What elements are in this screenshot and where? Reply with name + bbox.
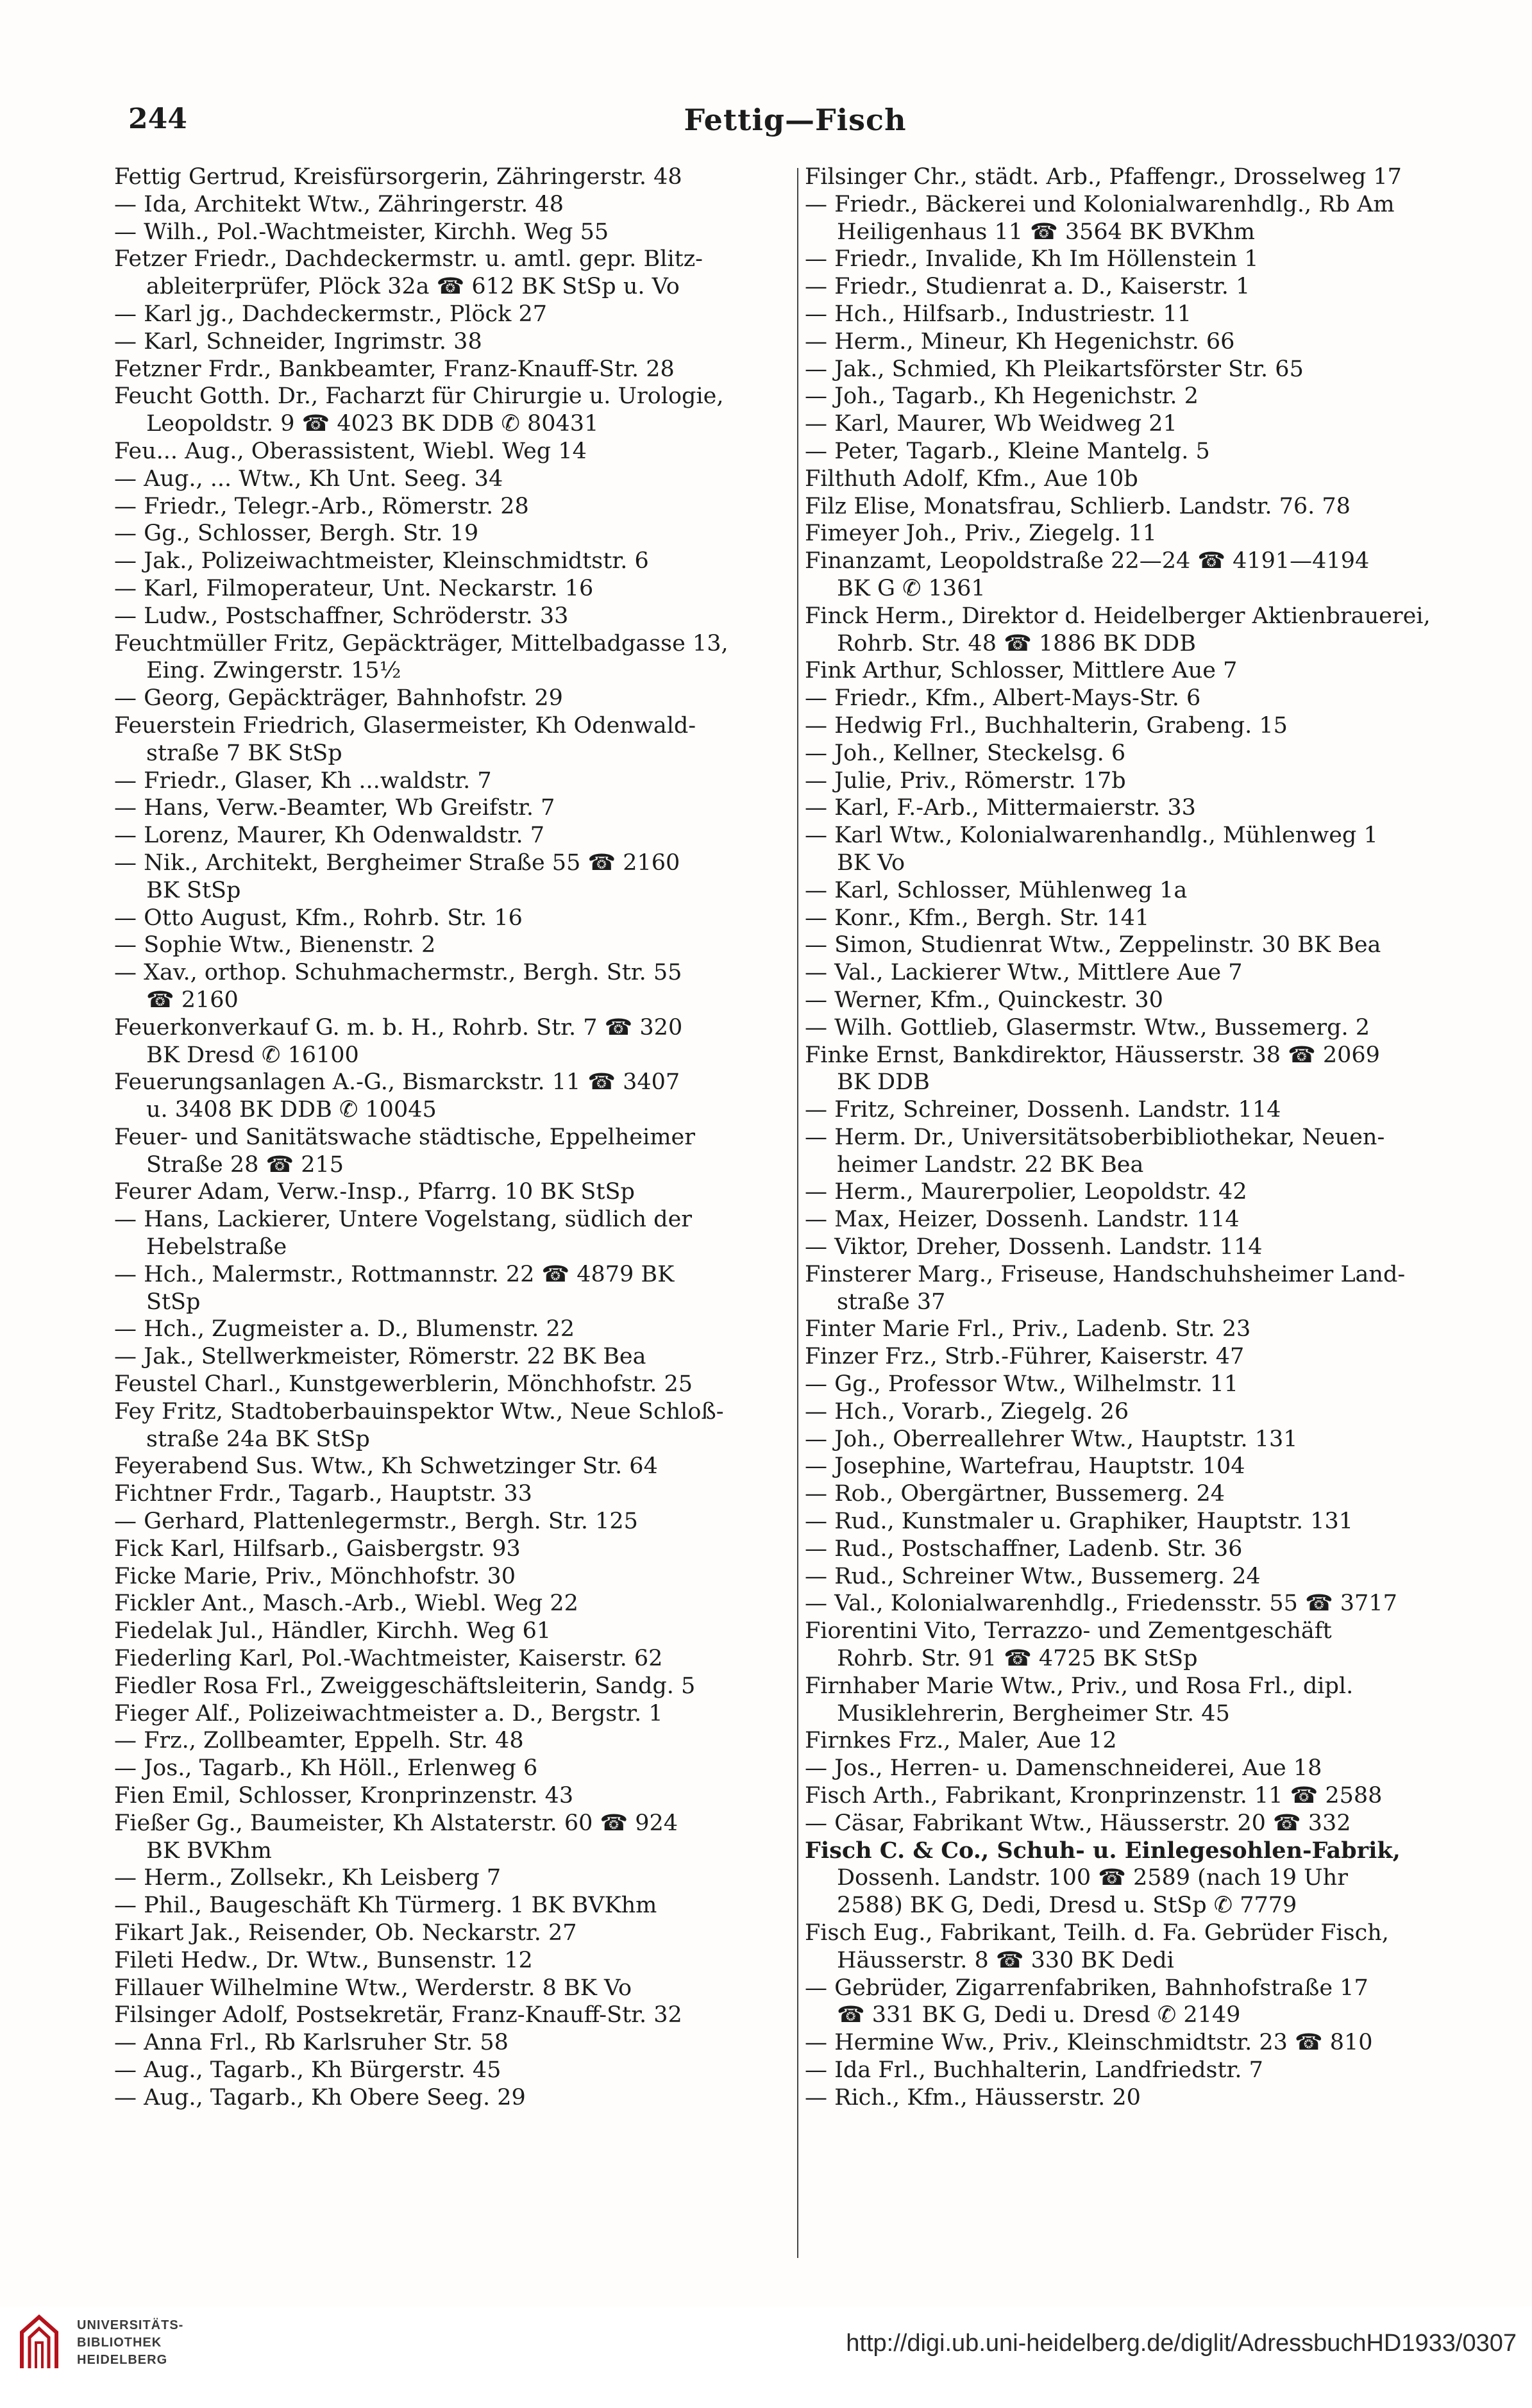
directory-entry: — Ida, Architekt Wtw., Zähringerstr. 48 bbox=[114, 191, 564, 217]
directory-entry: 2588) BK G, Dedi, Dresd u. StSp ✆ 7779 bbox=[837, 1893, 1297, 1919]
directory-entry: Feuchtmüller Fritz, Gepäckträger, Mittelbadgasse 13, bbox=[114, 630, 728, 656]
directory-entry: Fien Emil, Schlosser, Kronprinzenstr. 43 bbox=[114, 1783, 574, 1809]
directory-entry: — Karl, Maurer, Wb Weidweg 21 bbox=[805, 411, 1177, 437]
directory-entry: Firnkes Frz., Maler, Aue 12 bbox=[805, 1728, 1117, 1754]
footer bbox=[0, 2307, 1532, 2408]
directory-entry: — Hans, Lackierer, Untere Vogelstang, südlich der bbox=[114, 1207, 693, 1233]
directory-entry: Fisch C. & Co., Schuh- u. Einlegesohlen-Fabrik, bbox=[805, 1837, 1401, 1864]
column-divider bbox=[797, 168, 798, 2258]
directory-entry: Feuerkonverkauf G. m. b. H., Rohrb. Str. 7 ☎ 320 bbox=[114, 1014, 683, 1041]
directory-entry: — Jos., Herren- u. Damenschneiderei, Aue 18 bbox=[805, 1755, 1322, 1782]
directory-entry: Feurer Adam, Verw.-Insp., Pfarrg. 10 BK StSp bbox=[114, 1179, 635, 1205]
directory-entry: ☎ 2160 bbox=[146, 987, 239, 1013]
directory-entry: — Jak., Schmied, Kh Pleikartsförster Str. 65 bbox=[805, 356, 1304, 382]
directory-entry: — Wilh. Gottlieb, Glasermstr. Wtw., Bussemerg. 2 bbox=[805, 1014, 1370, 1041]
directory-entry: — Aug., Tagarb., Kh Obere Seeg. 29 bbox=[114, 2084, 526, 2111]
directory-entry: Heiligenhaus 11 ☎ 3564 BK BVKhm bbox=[837, 219, 1255, 245]
directory-entry: Häusserstr. 8 ☎ 330 BK Dedi bbox=[837, 1947, 1174, 1973]
directory-entry: — Georg, Gepäckträger, Bahnhofstr. 29 bbox=[114, 685, 563, 712]
directory-entry: Fileti Hedw., Dr. Wtw., Bunsenstr. 12 bbox=[114, 1947, 533, 1973]
directory-entry: Feu... Aug., Oberassistent, Wiebl. Weg 14 bbox=[114, 438, 587, 464]
directory-entry: — Hermine Ww., Priv., Kleinschmidtstr. 23 ☎ 810 bbox=[805, 2030, 1373, 2056]
left-column bbox=[114, 163, 762, 2112]
directory-entry: — Wilh., Pol.-Wachtmeister, Kirchh. Weg 55 bbox=[114, 219, 609, 245]
directory-entry: — Rud., Postschaffner, Ladenb. Str. 36 bbox=[805, 1535, 1243, 1562]
directory-entry: — Hedwig Frl., Buchhalterin, Grabeng. 15 bbox=[805, 712, 1288, 739]
directory-entry: Feuerstein Friedrich, Glasermeister, Kh Odenwald- bbox=[114, 712, 696, 739]
directory-entry: — Rud., Schreiner Wtw., Bussemerg. 24 bbox=[805, 1563, 1261, 1589]
directory-entry: — Xav., orthop. Schuhmachermstr., Bergh. Str. 55 bbox=[114, 960, 682, 986]
directory-entry: — Simon, Studienrat Wtw., Zeppelinstr. 30 BK Bea bbox=[805, 932, 1381, 958]
directory-entry: — Val., Lackierer Wtw., Mittlere Aue 7 bbox=[805, 960, 1243, 986]
directory-entry: Fimeyer Joh., Priv., Ziegelg. 11 bbox=[805, 521, 1157, 547]
directory-entry: straße 37 bbox=[837, 1289, 946, 1315]
directory-entry: Filz Elise, Monatsfrau, Schlierb. Landstr. 76. 78 bbox=[805, 493, 1351, 519]
directory-entry: — Val., Kolonialwarenhdlg., Friedensstr. 55 ☎ 3717 bbox=[805, 1591, 1397, 1617]
directory-entry: Feucht Gotth. Dr., Facharzt für Chirurgie u. Urologie, bbox=[114, 383, 724, 410]
directory-entry: BK StSp bbox=[146, 877, 241, 903]
directory-entry: Dossenh. Landstr. 100 ☎ 2589 (nach 19 Uhr bbox=[837, 1865, 1348, 1891]
directory-entry: Leopoldstr. 9 ☎ 4023 BK DDB ✆ 80431 bbox=[146, 411, 599, 437]
directory-entry: Finanzamt, Leopoldstraße 22—24 ☎ 4191—4194 bbox=[805, 548, 1370, 574]
directory-entry: — Rud., Kunstmaler u. Graphiker, Hauptstr. 131 bbox=[805, 1509, 1354, 1535]
directory-entry: — Herm., Maurerpolier, Leopoldstr. 42 bbox=[805, 1179, 1247, 1205]
running-head: Fettig—Fisch bbox=[684, 103, 907, 137]
directory-entry: Rohrb. Str. 48 ☎ 1886 BK DDB bbox=[837, 630, 1196, 656]
directory-entry: straße 7 BK StSp bbox=[146, 740, 342, 766]
directory-entry: — Joh., Oberreallehrer Wtw., Hauptstr. 131 bbox=[805, 1426, 1298, 1452]
directory-entry: Feuerungsanlagen A.-G., Bismarckstr. 11 ☎ 3407 bbox=[114, 1069, 680, 1096]
directory-entry: — Jos., Tagarb., Kh Höll., Erlenweg 6 bbox=[114, 1755, 538, 1782]
directory-entry: — Joh., Tagarb., Kh Hegenichstr. 2 bbox=[805, 383, 1199, 410]
directory-entry: — Anna Frl., Rb Karlsruher Str. 58 bbox=[114, 2030, 509, 2056]
directory-entry: — Lorenz, Maurer, Kh Odenwaldstr. 7 bbox=[114, 823, 544, 849]
directory-entry: Firnhaber Marie Wtw., Priv., und Rosa Frl., dipl. bbox=[805, 1673, 1354, 1699]
directory-entry: — Karl, Schneider, Ingrimstr. 38 bbox=[114, 328, 482, 355]
directory-entry: Fillauer Wilhelmine Wtw., Werderstr. 8 BK Vo bbox=[114, 1975, 632, 2001]
directory-entry: — Jak., Stellwerkmeister, Römerstr. 22 BK Bea bbox=[114, 1344, 646, 1370]
directory-entry: — Gerhard, Plattenlegermstr., Bergh. Str. 125 bbox=[114, 1509, 638, 1535]
directory-entry: — Jak., Polizeiwachtmeister, Kleinschmidtstr. 6 bbox=[114, 548, 649, 574]
directory-entry: — Friedr., Bäckerei und Kolonialwarenhdlg., Rb Am bbox=[805, 191, 1395, 217]
directory-entry: — Josephine, Wartefrau, Hauptstr. 104 bbox=[805, 1453, 1245, 1480]
directory-entry: — Gg., Professor Wtw., Wilhelmstr. 11 bbox=[805, 1371, 1239, 1398]
directory-entry: — Sophie Wtw., Bienenstr. 2 bbox=[114, 932, 436, 958]
directory-entry: — Konr., Kfm., Bergh. Str. 141 bbox=[805, 905, 1150, 931]
directory-entry: — Otto August, Kfm., Rohrb. Str. 16 bbox=[114, 905, 523, 931]
directory-entry: Fiorentini Vito, Terrazzo- und Zementgeschäft bbox=[805, 1618, 1332, 1644]
directory-entry: Fiedler Rosa Frl., Zweiggeschäftsleiterin, Sandg. 5 bbox=[114, 1673, 696, 1699]
directory-entry: Filsinger Adolf, Postsekretär, Franz-Knauff-Str. 32 bbox=[114, 2002, 682, 2028]
directory-entry: — Werner, Kfm., Quinckestr. 30 bbox=[805, 987, 1163, 1013]
directory-entry: Filthuth Adolf, Kfm., Aue 10b bbox=[805, 465, 1138, 492]
directory-entry: Fisch Arth., Fabrikant, Kronprinzenstr. 11 ☎ 2588 bbox=[805, 1783, 1383, 1809]
directory-entry: Rohrb. Str. 91 ☎ 4725 BK StSp bbox=[837, 1646, 1198, 1672]
directory-entry: Finke Ernst, Bankdirektor, Häusserstr. 38 ☎ 2069 bbox=[805, 1042, 1380, 1068]
directory-entry: Fiedelak Jul., Händler, Kirchh. Weg 61 bbox=[114, 1618, 551, 1644]
directory-entry: Fisch Eug., Fabrikant, Teilh. d. Fa. Gebrüder Fisch, bbox=[805, 1920, 1389, 1946]
directory-entry: Ficke Marie, Priv., Mönchhofstr. 30 bbox=[114, 1563, 516, 1589]
directory-entry: BK BVKhm bbox=[146, 1837, 272, 1864]
directory-entry: Fichtner Frdr., Tagarb., Hauptstr. 33 bbox=[114, 1481, 532, 1507]
directory-entry: Fikart Jak., Reisender, Ob. Neckarstr. 27 bbox=[114, 1920, 577, 1946]
directory-entry: Finzer Frz., Strb.-Führer, Kaiserstr. 47 bbox=[805, 1344, 1245, 1370]
directory-entry: — Friedr., Studienrat a. D., Kaiserstr. 1 bbox=[805, 274, 1250, 300]
directory-entry: — Nik., Architekt, Bergheimer Straße 55 ☎ 2160 bbox=[114, 849, 680, 876]
directory-entry: — Friedr., Invalide, Kh Im Höllenstein 1 bbox=[805, 246, 1259, 272]
directory-entry: — Cäsar, Fabrikant Wtw., Häusserstr. 20 ☎ 332 bbox=[805, 1810, 1351, 1836]
directory-entry: — Rich., Kfm., Häusserstr. 20 bbox=[805, 2084, 1141, 2111]
directory-entry: — Aug., ... Wtw., Kh Unt. Seeg. 34 bbox=[114, 465, 503, 492]
directory-entry: — Julie, Priv., Römerstr. 17b bbox=[805, 767, 1126, 794]
directory-entry: — Rob., Obergärtner, Bussemerg. 24 bbox=[805, 1481, 1225, 1507]
directory-entry: — Herm. Dr., Universitätsoberbibliothekar, Neuen- bbox=[805, 1124, 1385, 1150]
directory-entry: heimer Landstr. 22 BK Bea bbox=[837, 1151, 1144, 1178]
directory-entry: — Friedr., Telegr.-Arb., Römerstr. 28 bbox=[114, 493, 529, 519]
directory-entry: Filsinger Chr., städt. Arb., Pfaffengr., Drosselweg 17 bbox=[805, 164, 1402, 190]
library-name bbox=[77, 2317, 183, 2369]
directory-entry: Fießer Gg., Baumeister, Kh Alstaterstr. 60 ☎ 924 bbox=[114, 1810, 678, 1836]
directory-entry: — Karl, F.-Arb., Mittermaierstr. 33 bbox=[805, 795, 1196, 821]
directory-entry: — Hch., Hilfsarb., Industriestr. 11 bbox=[805, 301, 1192, 327]
directory-entry: Feyerabend Sus. Wtw., Kh Schwetzinger Str. 64 bbox=[114, 1453, 658, 1480]
directory-entry: Fetzner Frdr., Bankbeamter, Franz-Knauff-Str. 28 bbox=[114, 356, 675, 382]
page-number: 244 bbox=[128, 103, 187, 135]
right-column bbox=[805, 163, 1452, 2112]
directory-entry: Finsterer Marg., Friseuse, Handschuhsheimer Land- bbox=[805, 1261, 1406, 1287]
directory-entry: straße 24a BK StSp bbox=[146, 1426, 370, 1452]
directory-entry: Musiklehrerin, Bergheimer Str. 45 bbox=[837, 1700, 1230, 1727]
directory-entry: BK Vo bbox=[837, 849, 905, 876]
directory-entry: ☎ 331 BK G, Dedi u. Dresd ✆ 2149 bbox=[837, 2002, 1241, 2028]
directory-entry: Finter Marie Frl., Priv., Ladenb. Str. 23 bbox=[805, 1316, 1251, 1342]
directory-entry: u. 3408 BK DDB ✆ 10045 bbox=[146, 1097, 437, 1123]
directory-entry: — Aug., Tagarb., Kh Bürgerstr. 45 bbox=[114, 2057, 501, 2083]
directory-entry: Fickler Ant., Masch.-Arb., Wiebl. Weg 22 bbox=[114, 1591, 578, 1617]
directory-entry: BK Dresd ✆ 16100 bbox=[146, 1042, 359, 1068]
directory-entry: — Max, Heizer, Dossenh. Landstr. 114 bbox=[805, 1207, 1240, 1233]
library-name-line: BIBLIOTHEK bbox=[77, 2336, 162, 2350]
library-name-line: HEIDELBERG bbox=[77, 2353, 168, 2367]
directory-entry: — Frz., Zollbeamter, Eppelh. Str. 48 bbox=[114, 1728, 524, 1754]
directory-entry: — Joh., Kellner, Steckelsg. 6 bbox=[805, 740, 1126, 766]
directory-entry: — Ludw., Postschaffner, Schröderstr. 33 bbox=[114, 603, 569, 629]
directory-entry: Hebelstraße bbox=[146, 1234, 287, 1260]
directory-entry: — Viktor, Dreher, Dossenh. Landstr. 114 bbox=[805, 1234, 1263, 1260]
directory-entry: Feustel Charl., Kunstgewerblerin, Mönchhofstr. 25 bbox=[114, 1371, 693, 1398]
directory-entry: — Herm., Zollsekr., Kh Leisberg 7 bbox=[114, 1865, 501, 1891]
directory-entry: — Hch., Zugmeister a. D., Blumenstr. 22 bbox=[114, 1316, 575, 1342]
directory-entry: — Karl Wtw., Kolonialwarenhandlg., Mühlenweg 1 bbox=[805, 823, 1378, 849]
directory-entry: ableiterprüfer, Plöck 32a ☎ 612 BK StSp u. Vo bbox=[146, 274, 680, 300]
directory-entry: — Karl jg., Dachdeckermstr., Plöck 27 bbox=[114, 301, 548, 327]
directory-entry: — Peter, Tagarb., Kleine Mantelg. 5 bbox=[805, 438, 1210, 464]
directory-entry: Feuer- und Sanitätswache städtische, Eppelheimer bbox=[114, 1124, 695, 1150]
library-logo-icon bbox=[18, 2313, 60, 2372]
directory-entry: Fick Karl, Hilfsarb., Gaisbergstr. 93 bbox=[114, 1535, 521, 1562]
directory-entry: — Hans, Verw.-Beamter, Wb Greifstr. 7 bbox=[114, 795, 555, 821]
directory-entry: BK DDB bbox=[837, 1069, 930, 1096]
directory-entry: — Karl, Filmoperateur, Unt. Neckarstr. 16 bbox=[114, 575, 594, 601]
directory-entry: — Gg., Schlosser, Bergh. Str. 19 bbox=[114, 521, 479, 547]
directory-entry: Straße 28 ☎ 215 bbox=[146, 1151, 344, 1178]
directory-entry: — Hch., Vorarb., Ziegelg. 26 bbox=[805, 1398, 1129, 1425]
directory-entry: — Ida Frl., Buchhalterin, Landfriedstr. 7 bbox=[805, 2057, 1263, 2083]
directory-entry: Fey Fritz, Stadtoberbauinspektor Wtw., Neue Schloß- bbox=[114, 1398, 724, 1425]
directory-entry: Fiederling Karl, Pol.-Wachtmeister, Kaiserstr. 62 bbox=[114, 1646, 663, 1672]
directory-entry: Finck Herm., Direktor d. Heidelberger Aktienbrauerei, bbox=[805, 603, 1431, 629]
directory-entry: — Karl, Schlosser, Mühlenweg 1a bbox=[805, 877, 1188, 903]
directory-entry: — Herm., Mineur, Kh Hegenichstr. 66 bbox=[805, 328, 1235, 355]
library-name-line: UNIVERSITÄTS- bbox=[77, 2318, 184, 2332]
directory-entry: — Phil., Baugeschäft Kh Türmerg. 1 BK BVKhm bbox=[114, 1893, 657, 1919]
source-url-link[interactable]: http://digi.ub.uni-heidelberg.de/diglit/AdressbuchHD1933/0307 bbox=[846, 2330, 1517, 2357]
page-header bbox=[128, 103, 1462, 141]
directory-entry: Fetzer Friedr., Dachdeckermstr. u. amtl. gepr. Blitz- bbox=[114, 246, 703, 272]
directory-entry: StSp bbox=[146, 1289, 201, 1315]
directory-entry: — Friedr., Kfm., Albert-Mays-Str. 6 bbox=[805, 685, 1201, 712]
directory-entry: Fink Arthur, Schlosser, Mittlere Aue 7 bbox=[805, 658, 1238, 684]
directory-entry: — Friedr., Glaser, Kh ...waldstr. 7 bbox=[114, 767, 492, 794]
directory-entry: Fettig Gertrud, Kreisfürsorgerin, Zähringerstr. 48 bbox=[114, 164, 682, 190]
directory-entry: Eing. Zwingerstr. 15½ bbox=[146, 658, 401, 684]
directory-entry: — Fritz, Schreiner, Dossenh. Landstr. 114 bbox=[805, 1097, 1281, 1123]
directory-entry: — Gebrüder, Zigarrenfabriken, Bahnhofstraße 17 bbox=[805, 1975, 1368, 2001]
directory-entry: Fieger Alf., Polizeiwachtmeister a. D., Bergstr. 1 bbox=[114, 1700, 663, 1727]
directory-entry: — Hch., Malermstr., Rottmannstr. 22 ☎ 4879 BK bbox=[114, 1261, 675, 1287]
directory-entry: BK G ✆ 1361 bbox=[837, 575, 986, 601]
